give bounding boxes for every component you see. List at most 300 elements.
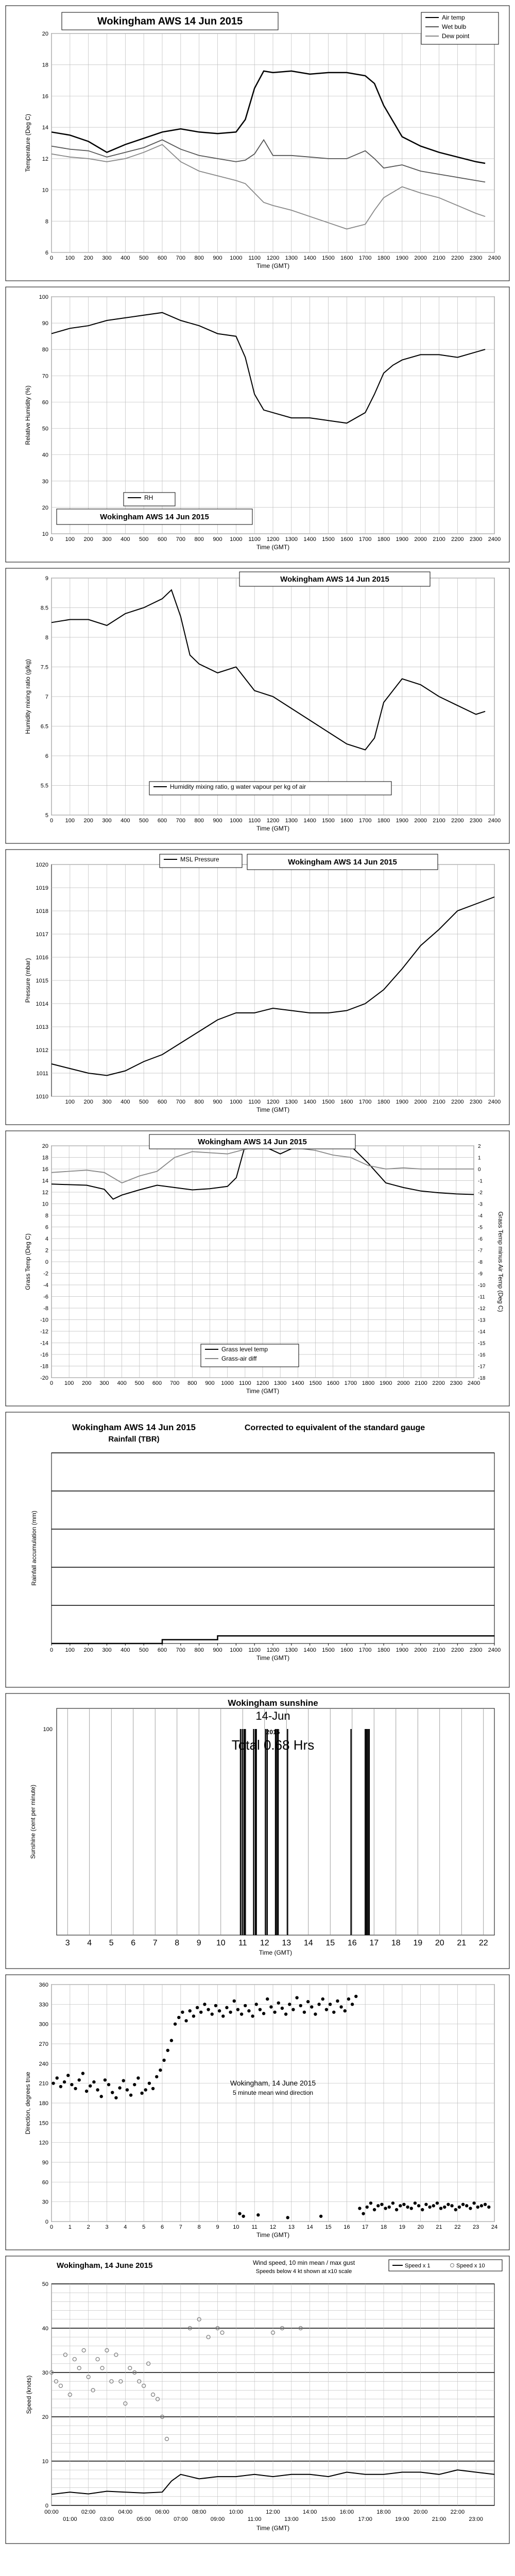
legend-label: Dew point bbox=[442, 32, 470, 40]
x-tick-label: 300 bbox=[102, 1099, 112, 1105]
y-axis-label: Speed (knots) bbox=[25, 2375, 32, 2414]
direction-point bbox=[148, 2081, 151, 2084]
x-tick-label: 2300 bbox=[450, 1380, 463, 1386]
y-tick-label: 6 bbox=[45, 250, 48, 256]
x-tick-label: 8 bbox=[175, 1939, 180, 1947]
x-tick-label: 2200 bbox=[451, 1099, 464, 1105]
direction-point bbox=[436, 2201, 439, 2205]
rainfall-chart-panel bbox=[5, 1412, 510, 1688]
y-tick-label: -20 bbox=[40, 1375, 48, 1381]
x-tick-label: 500 bbox=[139, 1099, 149, 1105]
humidity-chart-panel bbox=[5, 286, 510, 563]
temperature-chart bbox=[5, 5, 510, 281]
chart-title: Wokingham AWS 14 Jun 2015 bbox=[100, 513, 209, 521]
y-tick-label: 6.5 bbox=[40, 723, 48, 730]
x-tick-label: 600 bbox=[157, 255, 167, 261]
temperature-chart-panel bbox=[5, 5, 510, 281]
x-tick-label: 900 bbox=[213, 1647, 222, 1653]
y-tick-label: 10 bbox=[42, 187, 48, 194]
y-tick-label: 14 bbox=[42, 125, 48, 131]
y-tick-label: 8 bbox=[45, 1213, 48, 1219]
sunshine-bar bbox=[275, 1729, 276, 1935]
y-tick-label: 210 bbox=[39, 2080, 48, 2087]
y-tick-label: 40 bbox=[42, 452, 48, 459]
y-tick-label: 18 bbox=[42, 1155, 48, 1161]
x-tick-label: 16:00 bbox=[339, 2509, 354, 2515]
x-tick-label: 20:00 bbox=[413, 2509, 428, 2515]
y2-tick-label: -12 bbox=[478, 1306, 486, 1312]
direction-point bbox=[218, 2009, 221, 2012]
direction-point bbox=[439, 2207, 442, 2210]
x-tick-label: 22 bbox=[454, 2224, 461, 2230]
x-tick-label: 1400 bbox=[303, 818, 316, 824]
sunshine-bar bbox=[366, 1729, 367, 1935]
x-tick-label: 11 bbox=[251, 2224, 258, 2230]
x-tick-label: 800 bbox=[194, 1099, 204, 1105]
y-tick-label: 14 bbox=[42, 1178, 48, 1184]
x-tick-label: 19:00 bbox=[395, 2516, 409, 2522]
pressure-chart-panel bbox=[5, 849, 510, 1125]
y-tick-label: 150 bbox=[39, 2120, 48, 2127]
x-tick-label: 1800 bbox=[377, 255, 390, 261]
x-tick-label: 1600 bbox=[340, 1099, 353, 1105]
y-axis-label: Sunshine (cent per minute) bbox=[29, 1784, 37, 1859]
y2-tick-label: 1 bbox=[478, 1155, 481, 1161]
x-tick-label: 1500 bbox=[322, 536, 335, 543]
y-tick-label: 9 bbox=[45, 575, 48, 582]
x-tick-label: 16 bbox=[344, 2224, 350, 2230]
x-tick-label: 1300 bbox=[285, 818, 298, 824]
x-tick-label: 10 bbox=[216, 1939, 226, 1947]
direction-point bbox=[199, 2010, 202, 2013]
x-tick-label: 2400 bbox=[488, 536, 501, 543]
y-tick-label: 7 bbox=[45, 694, 48, 700]
x-tick-label: 2300 bbox=[469, 1099, 483, 1105]
y-tick-label: -6 bbox=[43, 1294, 48, 1300]
x-tick-label: 2000 bbox=[397, 1380, 410, 1386]
sunshine-bar bbox=[369, 1729, 370, 1935]
x-tick-label: 700 bbox=[176, 1647, 186, 1653]
x-tick-label: 2100 bbox=[433, 1647, 445, 1653]
x-tick-label: 100 bbox=[65, 536, 75, 543]
x-tick-label: 600 bbox=[152, 1380, 162, 1386]
sunshine-bar bbox=[245, 1729, 246, 1935]
x-tick-label: 2000 bbox=[414, 536, 427, 543]
direction-point bbox=[351, 2003, 354, 2006]
direction-point bbox=[295, 1996, 298, 1999]
sunshine-bar bbox=[240, 1729, 241, 1935]
x-axis-label: Time (GMT) bbox=[246, 1387, 280, 1395]
x-tick-label: 7 bbox=[152, 1939, 158, 1947]
direction-point bbox=[472, 2201, 475, 2205]
sunshine-bar bbox=[276, 1729, 277, 1935]
x-tick-label: 21 bbox=[457, 1939, 467, 1947]
legend-label: Humidity mixing ratio, g water vapour per kg of air bbox=[170, 783, 306, 790]
direction-point bbox=[428, 2206, 431, 2209]
x-tick-label: 1400 bbox=[303, 255, 316, 261]
direction-point bbox=[74, 2087, 77, 2090]
y-tick-label: 60 bbox=[42, 2179, 48, 2186]
y2-tick-label: -5 bbox=[478, 1225, 483, 1231]
direction-point bbox=[399, 2204, 402, 2207]
x-tick-label: 2100 bbox=[433, 1099, 445, 1105]
x-tick-label: 2 bbox=[87, 2224, 90, 2230]
x-tick-label: 0 bbox=[49, 1647, 54, 1653]
x-tick-label: 1100 bbox=[248, 536, 261, 543]
x-tick-label: 0 bbox=[49, 255, 54, 261]
direction-point bbox=[288, 2003, 291, 2006]
direction-point bbox=[251, 2014, 254, 2018]
direction-point bbox=[480, 2204, 483, 2207]
y-tick-label: -14 bbox=[40, 1340, 48, 1347]
direction-point bbox=[269, 2005, 272, 2008]
x-tick-label: 1100 bbox=[248, 255, 261, 261]
direction-point bbox=[122, 2079, 125, 2082]
y-tick-label: 1015 bbox=[36, 978, 48, 984]
sunshine-bar bbox=[287, 1729, 288, 1935]
x-tick-label: 06:00 bbox=[155, 2509, 169, 2515]
direction-point bbox=[140, 2092, 143, 2095]
x-tick-label: 900 bbox=[213, 536, 222, 543]
x-tick-label: 4 bbox=[87, 1939, 92, 1947]
y-tick-label: 20 bbox=[42, 504, 48, 511]
legend-label: Air temp bbox=[442, 14, 465, 21]
x-tick-label: 900 bbox=[205, 1380, 215, 1386]
direction-point bbox=[447, 2203, 450, 2206]
x-axis-label: Time (GMT) bbox=[259, 1949, 293, 1956]
direction-point bbox=[469, 2207, 472, 2210]
direction-point bbox=[373, 2208, 376, 2211]
direction-point bbox=[59, 2085, 62, 2088]
y-tick-label: 12 bbox=[42, 1190, 48, 1196]
x-tick-label: 1900 bbox=[396, 1647, 409, 1653]
legend-label: RH bbox=[144, 494, 153, 501]
direction-point bbox=[259, 2008, 262, 2011]
x-tick-label: 1200 bbox=[266, 818, 280, 824]
y-tick-label: 100 bbox=[43, 1726, 53, 1733]
x-tick-label: 15 bbox=[325, 1939, 335, 1947]
y-tick-label: 50 bbox=[42, 426, 48, 432]
x-tick-label: 1500 bbox=[309, 1380, 322, 1386]
y2-tick-label: -14 bbox=[478, 1329, 486, 1335]
x-tick-label: 4 bbox=[124, 2224, 127, 2230]
y-tick-label: 5.5 bbox=[40, 783, 48, 789]
direction-point bbox=[214, 2004, 217, 2007]
x-tick-label: 12 bbox=[269, 2224, 277, 2230]
direction-point bbox=[484, 2203, 487, 2206]
x-tick-label: 200 bbox=[83, 255, 93, 261]
x-tick-label: 500 bbox=[139, 1647, 149, 1653]
x-tick-label: 17 bbox=[369, 1939, 379, 1947]
y-tick-label: 0 bbox=[45, 2219, 48, 2225]
chart-title: Wokingham AWS 14 Jun 2015 bbox=[288, 858, 397, 867]
direction-point bbox=[256, 2213, 260, 2216]
direction-point bbox=[362, 2212, 365, 2215]
x-tick-label: 400 bbox=[121, 818, 130, 824]
y-tick-label: -12 bbox=[40, 1329, 48, 1335]
x-tick-label: 1800 bbox=[377, 818, 390, 824]
x-tick-label: 1100 bbox=[248, 818, 261, 824]
direction-point bbox=[166, 2049, 169, 2052]
direction-point bbox=[321, 1997, 324, 2001]
x-tick-label: 1600 bbox=[340, 255, 353, 261]
y-tick-label: 120 bbox=[39, 2140, 48, 2146]
x-tick-label: 600 bbox=[157, 818, 167, 824]
x-tick-label: 00:00 bbox=[44, 2509, 59, 2515]
direction-point bbox=[144, 2088, 147, 2091]
direction-point bbox=[70, 2083, 73, 2086]
chart-title: Wokingham AWS 14 Jun 2015 bbox=[198, 1138, 307, 1146]
x-tick-label: 23 bbox=[473, 2224, 479, 2230]
direction-point bbox=[89, 2084, 92, 2088]
x-tick-label: 100 bbox=[65, 1647, 75, 1653]
x-tick-label: 09:00 bbox=[210, 2516, 225, 2522]
x-tick-label: 600 bbox=[157, 1099, 167, 1105]
x-tick-label: 17:00 bbox=[358, 2516, 372, 2522]
y-axis-label: Temperature (Deg C) bbox=[24, 114, 31, 172]
direction-point bbox=[314, 2012, 317, 2015]
x-tick-label: 0 bbox=[49, 818, 54, 824]
x-tick-label: 100 bbox=[65, 255, 75, 261]
sunshine-bar bbox=[365, 1729, 366, 1935]
direction-point bbox=[104, 2078, 107, 2081]
y-tick-label: 10 bbox=[42, 531, 48, 537]
chart-note: Speeds below 4 kt shown at x10 scale bbox=[255, 2268, 352, 2275]
y-tick-label: -10 bbox=[40, 1317, 48, 1324]
y-tick-label: 16 bbox=[42, 1166, 48, 1173]
y-tick-label: 10 bbox=[42, 1201, 48, 1208]
x-tick-label: 01:00 bbox=[63, 2516, 77, 2522]
x-tick-label: 1400 bbox=[303, 536, 316, 543]
y2-tick-label: -13 bbox=[478, 1317, 486, 1324]
y-tick-label: 270 bbox=[39, 2041, 48, 2047]
direction-point bbox=[114, 2096, 117, 2099]
direction-point bbox=[221, 2014, 225, 2018]
x-tick-label: 03:00 bbox=[99, 2516, 114, 2522]
direction-point bbox=[155, 2075, 158, 2078]
direction-point bbox=[317, 2003, 320, 2006]
direction-point bbox=[188, 2009, 192, 2012]
x-tick-label: 14 bbox=[306, 2224, 313, 2230]
y-tick-label: 20 bbox=[42, 2414, 48, 2420]
x-tick-label: 19 bbox=[413, 1939, 423, 1947]
y2-tick-label: -16 bbox=[478, 1352, 486, 1358]
direction-point bbox=[170, 2039, 173, 2042]
x-tick-label: 19 bbox=[399, 2224, 405, 2230]
plot-area bbox=[52, 1453, 494, 1643]
x-tick-label: 2400 bbox=[467, 1380, 480, 1386]
direction-point bbox=[85, 2090, 88, 2093]
y-axis-label: Direction, degrees true bbox=[24, 2072, 31, 2134]
direction-point bbox=[111, 2091, 114, 2094]
x-tick-label: 9 bbox=[216, 2224, 219, 2230]
x-tick-label: 24 bbox=[491, 2224, 498, 2230]
direction-point bbox=[207, 2008, 210, 2011]
direction-point bbox=[366, 2206, 369, 2209]
pressure-chart bbox=[5, 849, 510, 1125]
wind-direction-chart-panel bbox=[5, 1974, 510, 2250]
y-tick-label: 240 bbox=[39, 2061, 48, 2067]
chart-subtitle: Wind speed, 10 min mean / max gust bbox=[252, 2259, 355, 2266]
sunshine-bar bbox=[242, 1729, 243, 1935]
x-tick-label: 5 bbox=[109, 1939, 114, 1947]
x-tick-label: 15 bbox=[325, 2224, 332, 2230]
direction-point bbox=[81, 2072, 84, 2075]
x-tick-label: 9 bbox=[196, 1939, 201, 1947]
x-tick-label: 20 bbox=[417, 2224, 424, 2230]
y2-tick-label: 2 bbox=[478, 1144, 481, 1149]
x-axis-label: Time (GMT) bbox=[256, 825, 290, 832]
y-axis-label: Humidity mixing ratio (g/kg) bbox=[24, 659, 31, 734]
x-tick-label: 2200 bbox=[451, 255, 464, 261]
x-tick-label: 2100 bbox=[433, 818, 445, 824]
y-tick-label: 1020 bbox=[36, 862, 48, 868]
y-axis-label: Rainfall accumulation (mm) bbox=[30, 1511, 38, 1586]
y-tick-label: 1019 bbox=[36, 885, 48, 891]
direction-point bbox=[454, 2208, 457, 2211]
y2-tick-label: -18 bbox=[478, 1376, 486, 1381]
direction-point bbox=[465, 2204, 468, 2207]
x-tick-label: 17 bbox=[362, 2224, 369, 2230]
y2-tick-label: -10 bbox=[478, 1283, 486, 1289]
x-tick-label: 500 bbox=[139, 536, 149, 543]
y-axis-label: Grass Temp (Deg C) bbox=[24, 1233, 31, 1290]
direction-point bbox=[100, 2095, 103, 2098]
legend-label: Grass level temp bbox=[221, 1346, 268, 1353]
x-tick-label: 2300 bbox=[469, 1647, 483, 1653]
direction-point bbox=[461, 2203, 465, 2206]
y-tick-label: 0 bbox=[45, 1259, 48, 1265]
y2-tick-label: -1 bbox=[478, 1178, 483, 1184]
x-tick-label: 1900 bbox=[396, 536, 409, 543]
y2-axis-label: Grass Temp minus Air Temp (Deg C) bbox=[497, 1211, 504, 1312]
x-tick-label: 2400 bbox=[488, 1099, 501, 1105]
direction-point bbox=[225, 2006, 228, 2009]
x-tick-label: 1500 bbox=[322, 818, 335, 824]
wind-direction-chart bbox=[5, 1974, 510, 2250]
legend-label: Speed x 1 bbox=[405, 2263, 431, 2269]
x-tick-label: 1300 bbox=[285, 255, 298, 261]
x-tick-label: 22 bbox=[478, 1939, 488, 1947]
direction-point bbox=[273, 2010, 276, 2013]
direction-point bbox=[291, 2008, 295, 2011]
x-tick-label: 100 bbox=[65, 1099, 75, 1105]
sunshine-bar bbox=[278, 1729, 279, 1935]
x-tick-label: 23:00 bbox=[469, 2516, 483, 2522]
grass-temperature-chart bbox=[5, 1130, 510, 1406]
y-tick-label: 180 bbox=[39, 2100, 48, 2107]
x-tick-label: 14 bbox=[303, 1939, 313, 1947]
x-tick-label: 15:00 bbox=[321, 2516, 336, 2522]
x-tick-label: 800 bbox=[194, 536, 204, 543]
x-tick-label: 300 bbox=[102, 1647, 112, 1653]
x-tick-label: 200 bbox=[83, 818, 93, 824]
x-tick-label: 1300 bbox=[285, 1099, 298, 1105]
grass-temp-chart-panel bbox=[5, 1130, 510, 1406]
direction-point bbox=[92, 2080, 95, 2083]
x-tick-label: 22:00 bbox=[450, 2509, 465, 2515]
direction-point bbox=[118, 2086, 121, 2089]
x-tick-label: 1600 bbox=[340, 1647, 353, 1653]
x-tick-label: 100 bbox=[65, 818, 75, 824]
direction-point bbox=[347, 1997, 350, 2001]
y-tick-label: 4 bbox=[45, 1236, 48, 1242]
rainfall-chart bbox=[5, 1412, 510, 1688]
x-tick-label: 1500 bbox=[322, 1647, 335, 1653]
x-tick-label: 400 bbox=[121, 1099, 130, 1105]
direction-point bbox=[458, 2206, 461, 2209]
x-tick-label: 700 bbox=[176, 255, 186, 261]
direction-point bbox=[339, 2005, 342, 2008]
x-tick-label: 2100 bbox=[433, 536, 445, 543]
y-tick-label: 50 bbox=[42, 2281, 48, 2287]
x-tick-label: 800 bbox=[194, 255, 204, 261]
direction-point bbox=[443, 2206, 446, 2209]
x-tick-label: 12 bbox=[260, 1939, 269, 1947]
direction-point bbox=[107, 2083, 110, 2086]
y-tick-label: 90 bbox=[42, 320, 48, 327]
direction-point bbox=[299, 2004, 302, 2007]
y-tick-label: 8 bbox=[45, 635, 48, 641]
direction-point bbox=[177, 2016, 180, 2019]
wind-speed-chart-panel bbox=[5, 2256, 510, 2544]
x-tick-label: 800 bbox=[187, 1380, 197, 1386]
x-tick-label: 5 bbox=[142, 2224, 146, 2230]
y-tick-label: 100 bbox=[39, 294, 48, 300]
x-tick-label: 1700 bbox=[358, 1647, 372, 1653]
x-tick-label: 1200 bbox=[266, 1099, 280, 1105]
x-tick-label: 1200 bbox=[256, 1380, 269, 1386]
x-tick-label: 400 bbox=[117, 1380, 127, 1386]
x-tick-label: 2200 bbox=[451, 536, 464, 543]
direction-point bbox=[78, 2078, 81, 2081]
direction-point bbox=[66, 2074, 70, 2077]
y-tick-label: 6 bbox=[45, 753, 48, 759]
sunshine-chart-panel bbox=[5, 1693, 510, 1969]
x-tick-label: 7 bbox=[179, 2224, 182, 2230]
x-tick-label: 04:00 bbox=[118, 2509, 133, 2515]
y-tick-label: 10 bbox=[42, 2459, 48, 2465]
sunshine-chart bbox=[5, 1693, 510, 1969]
x-tick-label: 800 bbox=[194, 1647, 204, 1653]
x-tick-label: 05:00 bbox=[136, 2516, 151, 2522]
x-tick-label: 1500 bbox=[322, 255, 335, 261]
x-tick-label: 1700 bbox=[344, 1380, 357, 1386]
mixing-ratio-chart-panel bbox=[5, 568, 510, 844]
sunshine-bar bbox=[244, 1729, 245, 1935]
direction-point bbox=[487, 2206, 490, 2209]
x-tick-label: 6 bbox=[131, 1939, 136, 1947]
x-tick-label: 1800 bbox=[377, 536, 390, 543]
direction-point bbox=[184, 2019, 187, 2022]
mixing-ratio-chart bbox=[5, 568, 510, 844]
direction-point bbox=[136, 2076, 140, 2079]
direction-point bbox=[284, 2012, 287, 2015]
x-tick-label: 600 bbox=[157, 1647, 167, 1653]
direction-point bbox=[281, 2007, 284, 2010]
x-axis-label: Time (GMT) bbox=[256, 2231, 290, 2239]
y2-tick-label: -6 bbox=[478, 1236, 483, 1242]
x-tick-label: 1700 bbox=[358, 255, 372, 261]
y-tick-label: -2 bbox=[43, 1270, 48, 1277]
direction-point bbox=[410, 2207, 413, 2210]
y-tick-label: 16 bbox=[42, 93, 48, 100]
direction-point bbox=[388, 2206, 391, 2209]
y2-tick-label: -15 bbox=[478, 1341, 486, 1347]
sunshine-bar bbox=[367, 1729, 368, 1935]
x-tick-label: 1600 bbox=[327, 1380, 339, 1386]
x-tick-label: 1100 bbox=[239, 1380, 251, 1386]
